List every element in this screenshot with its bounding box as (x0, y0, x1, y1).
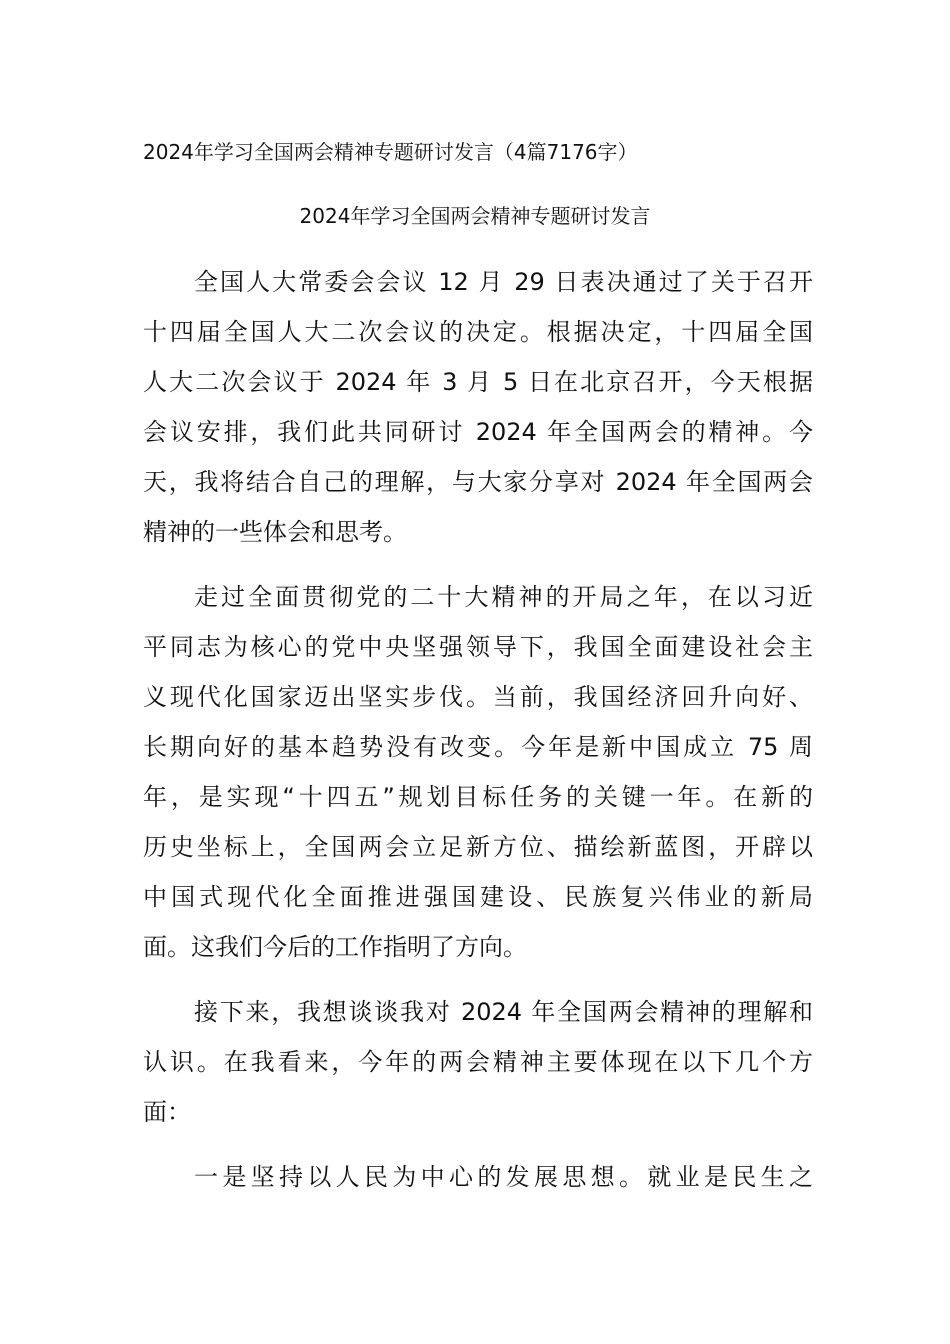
paragraph-line: 全国人大常委会会议 12 月 29 日表决通过了关于召开 (194, 268, 813, 296)
paragraph-line: 历史坐标上，全国两会立足新方位、描绘新蓝图，开辟以 (143, 833, 813, 861)
paragraph-1 (143, 257, 813, 557)
paragraph-line: 平同志为核心的党中央坚强领导下，我国全面建设社会主 (143, 633, 813, 661)
paragraph-line: 天，我将结合自己的理解，与大家分享对 2024 年全国两会 (143, 468, 813, 496)
paragraph-line: 接下来，我想谈谈我对 2024 年全国两会精神的理解和 (194, 998, 813, 1026)
document-title: 2024年学习全国两会精神专题研讨发言（4篇7176字） (143, 140, 638, 164)
paragraph-line: 面。这我们今后的工作指明了方向。 (143, 933, 527, 961)
paragraph-line: 义现代化国家迈出坚实步伐。当前，我国经济回升向好、 (143, 683, 813, 711)
document-subtitle: 2024年学习全国两会精神专题研讨发言 (299, 204, 651, 228)
paragraph-line: 走过全面贯彻党的二十大精神的开局之年，在以习近 (194, 583, 813, 611)
paragraph-line: 认识。在我看来，今年的两会精神主要体现在以下几个方 (143, 1048, 813, 1076)
paragraph-line: 人大二次会议于 2024 年 3 月 5 日在北京召开，今天根据 (143, 368, 813, 396)
paragraph-line: 精神的一些体会和思考。 (143, 518, 407, 546)
paragraph-line: 会议安排，我们此共同研讨 2024 年全国两会的精神。今 (143, 418, 813, 446)
paragraph-4 (143, 1152, 813, 1202)
paragraph-line: 十四届全国人大二次会议的决定。根据决定，十四届全国 (143, 318, 813, 346)
paragraph-line: 面： (143, 1098, 191, 1126)
paragraph-3 (143, 987, 813, 1137)
paragraph-line: 中国式现代化全面推进强国建设、民族复兴伟业的新局 (143, 883, 813, 911)
paragraph-line: 一是坚持以人民为中心的发展思想。就业是民生之 (194, 1163, 813, 1191)
paragraph-line: 长期向好的基本趋势没有改变。今年是新中国成立 75 周 (143, 733, 813, 761)
paragraph-line: 年，是实现“十四五”规划目标任务的关键一年。在新的 (143, 783, 813, 811)
paragraph-2 (143, 572, 813, 972)
